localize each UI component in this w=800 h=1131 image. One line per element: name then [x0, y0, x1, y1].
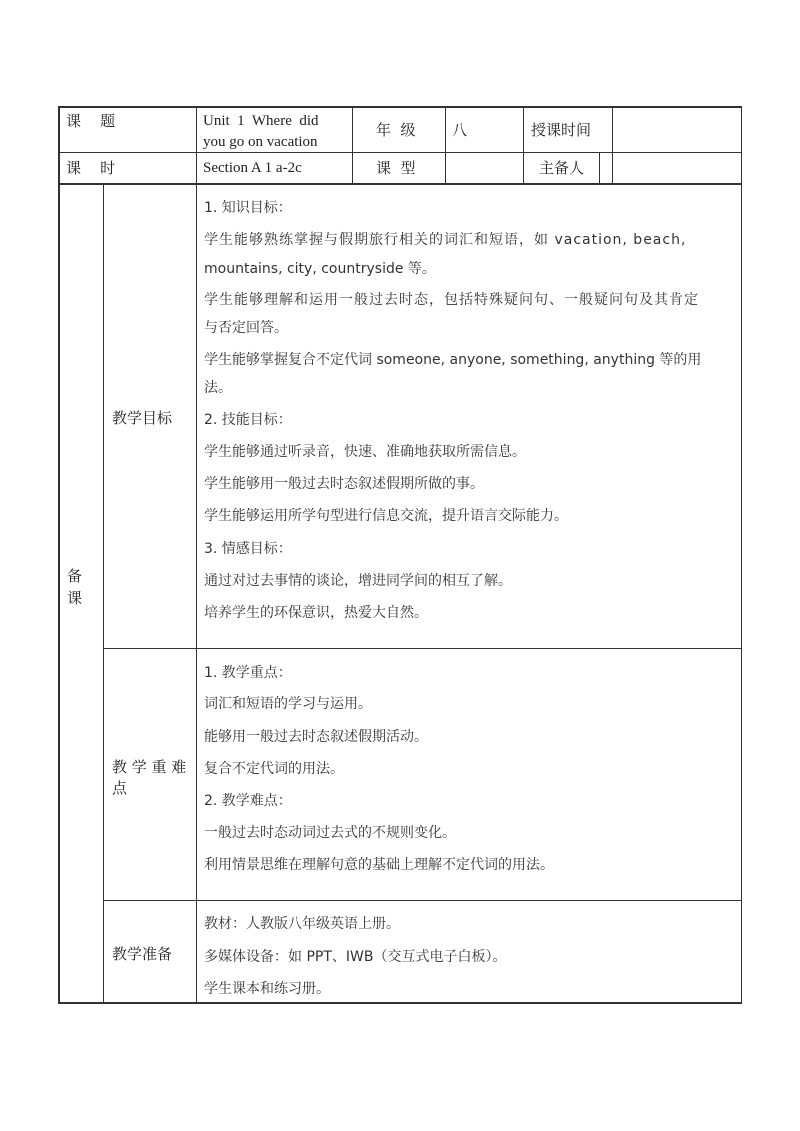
preparation-line: 多媒体设备：如 PPT、IWB（交互式电子白板）。: [204, 949, 507, 965]
column-divider: [103, 183, 104, 1003]
objectives-line: 与否定回答。: [204, 320, 288, 336]
key-points-line: 复合不定代词的用法。: [204, 761, 344, 777]
objectives-line: 学生能够通过听录音，快速、准确地获取所需信息。: [204, 444, 526, 460]
table-top-border: [58, 106, 742, 108]
objectives-line: 1. 知识目标：: [204, 200, 292, 216]
topic-label: 课 题: [66, 112, 116, 130]
objectives-line: 2. 技能目标：: [204, 412, 292, 428]
key-points-line: 2. 教学难点：: [204, 793, 292, 809]
prep-label-char1: 备: [67, 567, 83, 585]
column-divider: [612, 106, 613, 183]
key-points-label-line2: 点: [112, 779, 128, 797]
type-label: 课 型: [376, 159, 416, 177]
objectives-line: 学生能够用一般过去时态叙述假期所做的事。: [204, 476, 484, 492]
key-points-line: 1. 教学重点：: [204, 665, 292, 681]
row-divider: [58, 183, 742, 185]
objectives-line: 学生能够熟练掌握与假期旅行相关的词汇和短语，如 vacation, beach,: [204, 232, 687, 248]
preparation-line: 教材：人教版八年级英语上册。: [204, 916, 400, 932]
prep-label-char2: 课: [67, 589, 83, 607]
key-points-line: 一般过去时态动词过去式的不规则变化。: [204, 825, 456, 841]
topic-value-line1: Unit 1 Where did: [203, 113, 319, 129]
objectives-line: 学生能够掌握复合不定代词 someone, anyone, something, anything 等的用: [204, 352, 702, 368]
column-divider: [523, 106, 524, 183]
period-label: 课 时: [66, 159, 116, 177]
preparation-label: 教学准备: [112, 945, 173, 963]
objectives-line: 3. 情感目标：: [204, 541, 292, 557]
table-right-border: [741, 106, 742, 1003]
column-divider: [599, 152, 600, 183]
objectives-line: 通过对过去事情的谈论，增进同学间的相互了解。: [204, 573, 512, 589]
row-divider: [58, 152, 742, 153]
section-divider: [103, 900, 742, 901]
section-divider: [103, 648, 742, 649]
grade-label: 年 级: [376, 121, 416, 139]
key-points-label-line1: 教 学 重 难: [112, 758, 187, 776]
key-points-line: 利用情景思维在理解句意的基础上理解不定代词的用法。: [204, 857, 554, 873]
topic-value-line2: you go on vacation: [203, 134, 318, 150]
preparation-line: 学生课本和练习册。: [204, 981, 330, 997]
objectives-line: mountains, city, countryside 等。: [204, 261, 436, 277]
class-time-label: 授课时间: [531, 121, 592, 139]
objectives-line: 培养学生的环保意识，热爱大自然。: [204, 605, 428, 621]
author-label: 主备人: [539, 159, 585, 177]
column-divider: [445, 106, 446, 183]
objectives-label: 教学目标: [112, 409, 173, 427]
table-bottom-border: [58, 1002, 742, 1004]
objectives-line: 学生能够理解和运用一般过去时态，包括特殊疑问句、一般疑问句及其肯定: [204, 292, 699, 308]
objectives-line: 学生能够运用所学句型进行信息交流，提升语言交际能力。: [204, 508, 568, 524]
column-divider: [352, 106, 353, 183]
key-points-line: 能够用一般过去时态叙述假期活动。: [204, 729, 428, 745]
objectives-line: 法。: [204, 380, 232, 396]
table-left-border: [58, 106, 60, 1003]
grade-value: 八: [452, 121, 468, 139]
key-points-line: 词汇和短语的学习与运用。: [204, 696, 372, 712]
period-value: Section A 1 a-2c: [203, 160, 302, 176]
column-divider: [196, 106, 197, 1003]
